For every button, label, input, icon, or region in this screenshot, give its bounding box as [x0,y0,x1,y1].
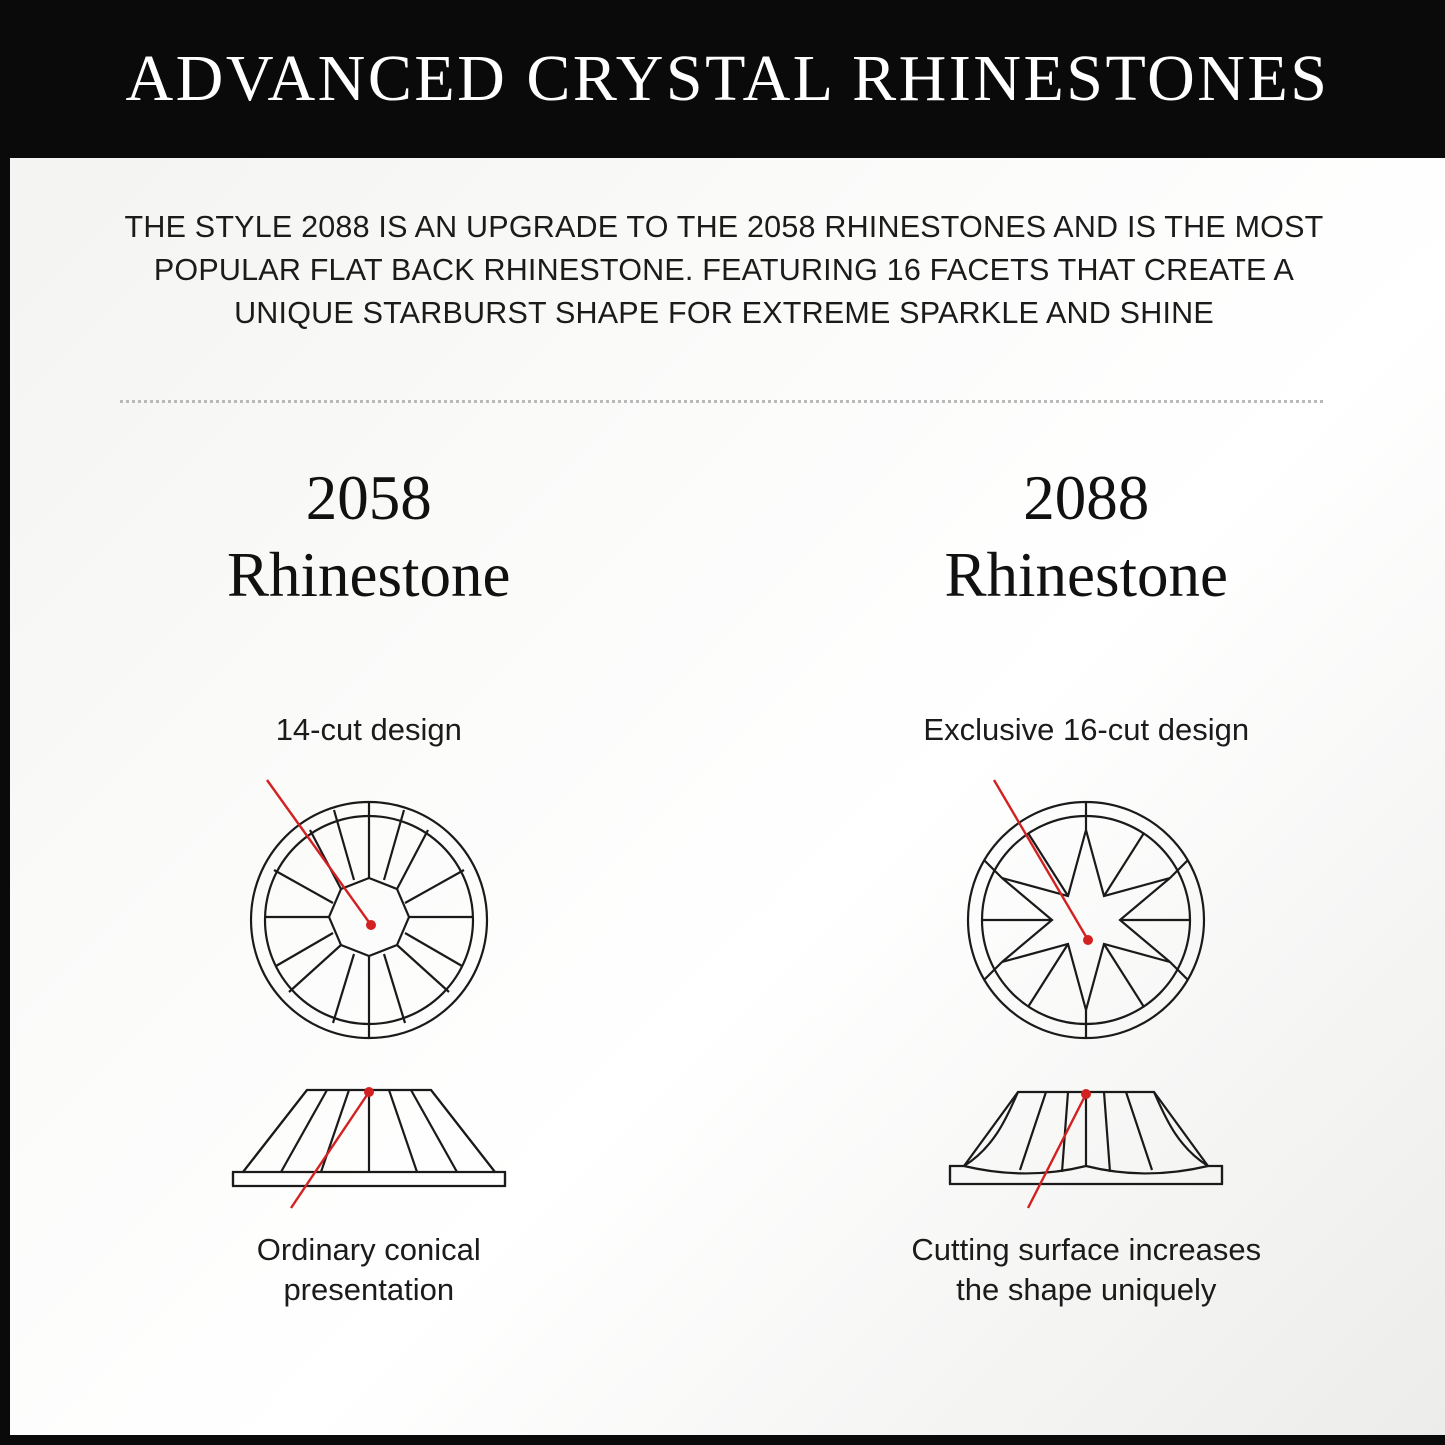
diagram-2058-top [219,770,519,1060]
label-16-cut-design: Exclusive 16-cut design [923,712,1250,747]
left-accent-bar [0,0,10,1445]
diagram-2058-side [219,1080,519,1210]
column-title-2088-line2: Rhinestone [944,540,1228,610]
label-cutting-surface-line1: Cutting surface increases [911,1232,1262,1267]
figure-2058-side-view [10,1080,728,1210]
intro-paragraph: THE STYLE 2088 IS AN UPGRADE TO THE 2058 RHINESTONES AND IS THE MOST POPULAR FLAT BACK RHINESTONE. FEATURING 16 FACETS THAT CREATE A UNIQUE STARBURST SHAPE FOR EXTREME SPARKLE AND SHINE [124,210,1324,330]
column-title-2058-line1: 2058 [305,463,432,533]
pointer-dot-2058-side [364,1087,374,1097]
label-cutting-surface-increases [728,1230,1445,1310]
column-title-2088-line1: 2088 [1023,463,1150,533]
label-14-cut-design: 14-cut design [275,712,462,747]
pointer-dot-2058-top [366,920,376,930]
figure-2058-top-view [10,770,728,1060]
column-title-2088 [728,460,1445,614]
column-title-2058-line2: Rhinestone [227,540,511,610]
comparison-columns [10,440,1445,1370]
bottom-accent-bar [0,1435,1445,1445]
label-ordinary-conical-line2: presentation [283,1272,455,1307]
pointer-line-2058-side [291,1092,369,1208]
diagram-2088-side [936,1080,1236,1210]
figure-2088-side-view [728,1080,1445,1210]
figure-2088-top-view [728,770,1445,1060]
column-2058 [10,440,728,1370]
page-title: ADVANCED CRYSTAL RHINESTONES [125,42,1330,115]
pointer-dot-2088-side [1081,1089,1091,1099]
column-2088 [728,440,1445,1370]
column-title-2058 [10,460,728,614]
pointer-line-2088-side [1028,1094,1086,1208]
label-cutting-surface-line2: the shape uniquely [956,1272,1217,1307]
section-divider [120,400,1325,403]
pointer-line-2088-top [994,780,1088,940]
header-banner [0,0,1445,158]
label-ordinary-conical-presentation [10,1230,728,1310]
pointer-dot-2088-top [1083,935,1093,945]
label-ordinary-conical-line1: Ordinary conical [256,1232,481,1267]
diagram-2088-top [936,770,1236,1060]
